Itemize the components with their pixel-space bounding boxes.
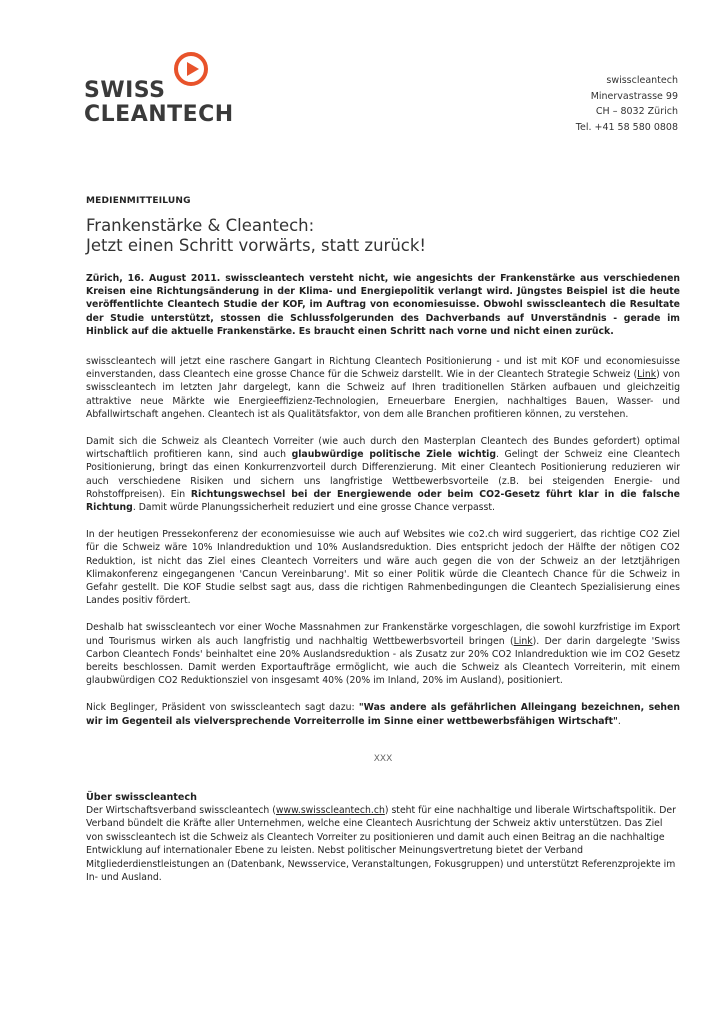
logo-line-swiss: SWISS — [84, 78, 166, 103]
address-city: CH – 8032 Zürich — [595, 106, 678, 117]
about-text-b: ) steht für eine nachhaltige und liberale Wirtschaftspolitik. Der Verband bündelt die Kräfte aller Unternehmen, welche eine Cleantech Ausrichtung der Schweiz aktiv unterstützen. Das Ziel von swisscleantech ist die Schweiz als Cleantech Vorreiter zu positionieren und damit auch einen Beitrag an die nachhaltige Entwicklung auf internationaler Ebene zu leisten. Nebst politischer Meinungsvertretung bietet der Verband Mitgliederdienstleistungen an (Datenbank, Newsservice, Veranstaltungen, Fokusgruppen) und unterstützt Referenzprojekte im In- und Ausland. — [86, 804, 676, 883]
paragraph-2-text-c: . Damit würde Planungssicherheit reduziert und eine grosse Chance verpasst. — [132, 502, 495, 514]
about-paragraph — [86, 804, 680, 884]
paragraph-4 — [86, 621, 680, 687]
measures-link[interactable]: Link — [513, 635, 533, 647]
sender-address — [576, 73, 678, 135]
paragraph-3: In der heutigen Pressekonferenz der economiesuisse wie auch auf Websites wie co2.ch wird suggeriert, das richtige CO2 Ziel für die Schweiz wäre 10% Inlandreduktion und 10% Auslandsreduktion. Dies entspricht jedoch der Hälfte der nötigen CO2 Reduktion, ist nicht das Ziel eines Cleantech Vorreiters und wäre auch gegen die von der Schweiz an der letztjährigen Klimakonferenz eingegangenen 'Cancun Vereinbarung'. Mit so einer Politik würde die Cleantech Chance für die Schweiz in Gefahr gestellt. Die KOF Studie selbst sagt aus, dass die richtigen Rahmenbedingungen die Cleantech Spezialisierung eines Landes positiv fördert. — [86, 529, 680, 607]
paragraph-2-emphasis-1: glaubwürdige politische Ziele wichtig — [291, 449, 496, 461]
paragraph-1 — [86, 355, 680, 421]
lead-paragraph: Zürich, 16. August 2011. swisscleantech versteht nicht, wie angesichts der Frankenstärke aus verschiedenen Kreisen eine Richtungsänderung in der Klima- und Energiepolitik verlangt wird. Jüngstes Beispiel ist die heute veröffentlichte Cleantech Studie der KOF, im Auftrag von economiesuisse. Obwohl swisscleantech die Resultate der Studie unterstützt, stossen die Schlussfolgerunden des Dachverbands auf Unverständnis - gerade im Hinblick auf die aktuelle Frankenstärke. Es braucht einen Schritt nach vorne und nicht einen zurück. — [86, 273, 680, 337]
logo-line-cleantech: CLEANTECH — [84, 102, 234, 127]
paragraph-4-text-b: ). Der darin dargelegte 'Swiss Carbon Cleantech Fonds' beinhaltet eine 20% Auslandsreduktion - als Zusatz zur 20% CO2 Inlandreduktion wie im CO2 Gesetz bereits beschlossen. Damit werden Exportaufträge ermöglicht, wie auch die Schweiz als Cleantech Vorreiterin, mit einem glaubwürdigen CO2 Reduktionsziel von insgesamt 40% (20% im Inland, 20% im Ausland), positioniert. — [86, 635, 680, 687]
headline-line-2: Jetzt einen Schritt vorwärts, statt zurück! — [86, 236, 427, 255]
paragraph-4-text-a: Deshalb hat swisscleantech vor einer Woche Massnahmen zur Frankenstärke vorgeschlagen, die sowohl kurzfristige im Export und Tourismus wirken als auch langfristig und nachhaltig Wettbewerbsvorteil bringen ( — [86, 622, 680, 647]
paragraph-5-text-b: . — [617, 715, 621, 727]
address-phone: Tel. +41 58 580 0808 — [575, 121, 678, 133]
paragraph-1-text-b: ) von swisscleantech im letzten Jahr dargelegt, kann die Schweiz auf Ihren traditionellen Stärken aufbauen und gleichzeitig attraktive neue Märkte wie Energieeffizienz-Technologien, Erneuerbare Energien, nachhaltiges Bauen, Wasser- und Abfallwirtschaft angehen. Cleantech ist als Qualitätsfaktor, von dem alle Branchen profitieren können, zu verstehen. — [86, 369, 680, 420]
about-text-a: Der Wirtschaftsverband swisscleantech ( — [86, 804, 276, 816]
play-logo-icon — [174, 52, 208, 86]
paragraph-5-text-a: Nick Beglinger, Präsident von swisscleantech sagt dazu: — [86, 702, 359, 714]
paragraph-1-text-a: swisscleantech will jetzt eine raschere Gangart in Richtung Cleantech Positionierung - und ist mit KOF und economiesuisse einverstanden, dass Cleantech eine grosse Chance für die Schweiz darstellt. Wie in der Cleantech Strategie Schweiz ( — [86, 356, 680, 381]
section-separator: XXX — [373, 753, 393, 764]
website-link[interactable]: www.swisscleantech.ch — [275, 804, 385, 816]
press-release-body — [86, 196, 680, 884]
document-headline — [86, 216, 680, 256]
paragraph-2 — [86, 435, 680, 514]
headline-line-1: Frankenstärke & Cleantech: — [86, 216, 315, 235]
paragraph-2-text-a: Damit sich die Schweiz als Cleantech Vorreiter (wie auch durch den Masterplan Cleantech des Bundes gefordert) optimal wirtschaftlich profitieren kann, sind auch — [86, 436, 680, 461]
paragraph-5-quote: "Was andere als gefährlichen Alleingang bezeichnen, sehen wir im Gegenteil als vielversprechende Vorreiterrolle im Sinne einer wettbewerbsfähigen Wirtschaft" — [86, 702, 680, 727]
strategy-link[interactable]: Link — [637, 369, 657, 381]
address-org: swisscleantech — [606, 75, 678, 86]
paragraph-5 — [86, 701, 680, 727]
paragraph-2-text-b: . Gelingt der Schweiz eine Cleantech Positionierung, bringt das einen Konkurrenzvorteil durch Differenzierung. Mit einer Cleantech Positionierung reduzieren wir auch verschiedene Risiken und sichern uns langfristige Wettbewerbsvorteile (z.B. bei steigenden Energie- und Rohstoffpreisen). Ein — [86, 449, 681, 500]
document-kicker: MEDIENMITTEILUNG — [86, 196, 191, 206]
swiss-cleantech-logo — [84, 52, 244, 128]
address-street: Minervastrasse 99 — [590, 90, 678, 102]
paragraph-2-emphasis-2: Richtungswechsel bei der Energiewende oder beim CO2-Gesetz führt klar in die falsche Richtung — [86, 488, 680, 514]
about-heading: Über swisscleantech — [86, 791, 197, 803]
